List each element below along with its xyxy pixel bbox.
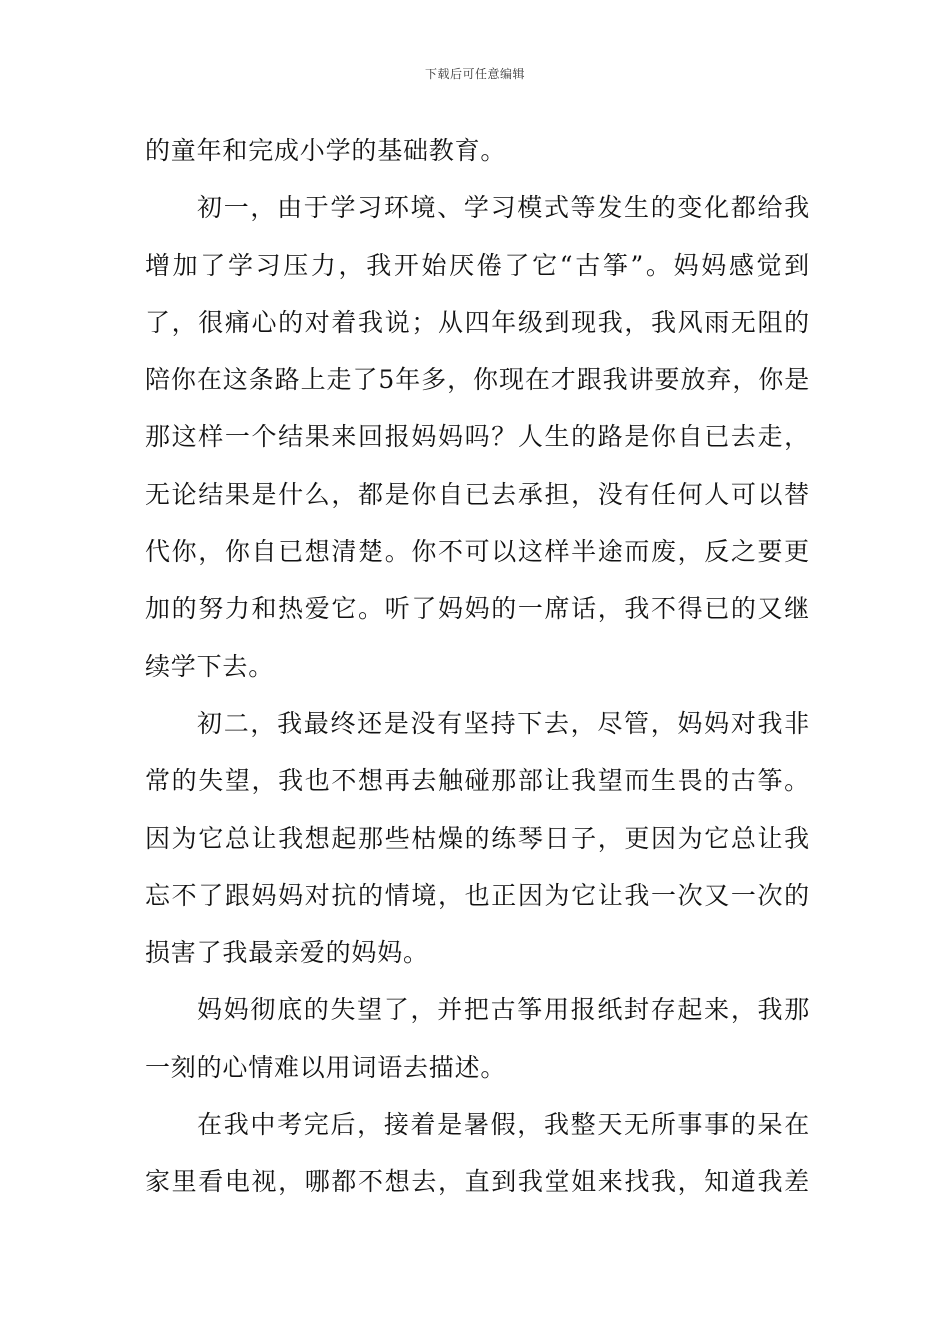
text-line: 的童年和完成小学的基础教育。 (145, 136, 507, 165)
text-line: 忘不了跟妈妈对抗的情境，也正因为它让我一次又一次的 (145, 880, 810, 910)
body-text (145, 122, 810, 1211)
text-line: 增加了学习压力，我开始厌倦了它“古筝”。妈妈感觉到 (145, 250, 810, 280)
text-line: 了，很痛心的对着我说；从四年级到现我，我风雨无阻的 (145, 307, 810, 337)
paragraph-first-line: 初二，我最终还是没有坚持下去，尽管，妈妈对我非 (197, 708, 810, 738)
text-line: 一刻的心情难以用词语去描述。 (145, 1052, 507, 1082)
text-line: 家里看电视，哪都不想去，直到我堂姐来找我，知道我差 (145, 1167, 810, 1197)
paragraph-first-line: 初一，由于学习环境、学习模式等发生的变化都给我 (197, 193, 810, 223)
text-line: 因为它总让我想起那些枯燥的练琴日子，更因为它总让我 (145, 823, 810, 853)
paragraph-first-line: 妈妈彻底的失望了，并把古筝用报纸封存起来，我那 (197, 995, 810, 1025)
text-line: 陪你在这条路上走了5年多，你现在才跟我讲要放弃，你是 (145, 365, 810, 395)
text-line: 续学下去。 (145, 651, 275, 681)
header-note: 下载后可任意编辑 (424, 67, 525, 81)
paragraph-first-line: 在我中考完后，接着是暑假，我整天无所事事的呆在 (197, 1110, 810, 1140)
text-line: 损害了我最亲爱的妈妈。 (145, 938, 429, 968)
text-line: 加的努力和热爱它。听了妈妈的一席话，我不得已的又继 (145, 594, 810, 624)
text-line: 代你，你自已想清楚。你不可以这样半途而废，反之要更 (145, 537, 810, 567)
text-line: 常的失望，我也不想再去触碰那部让我望而生畏的古筝。 (145, 766, 810, 796)
text-line: 那这样一个结果来回报妈妈吗？人生的路是你自已去走， (145, 422, 810, 452)
text-line: 无论结果是什么，都是你自已去承担，没有任何人可以替 (145, 479, 810, 509)
